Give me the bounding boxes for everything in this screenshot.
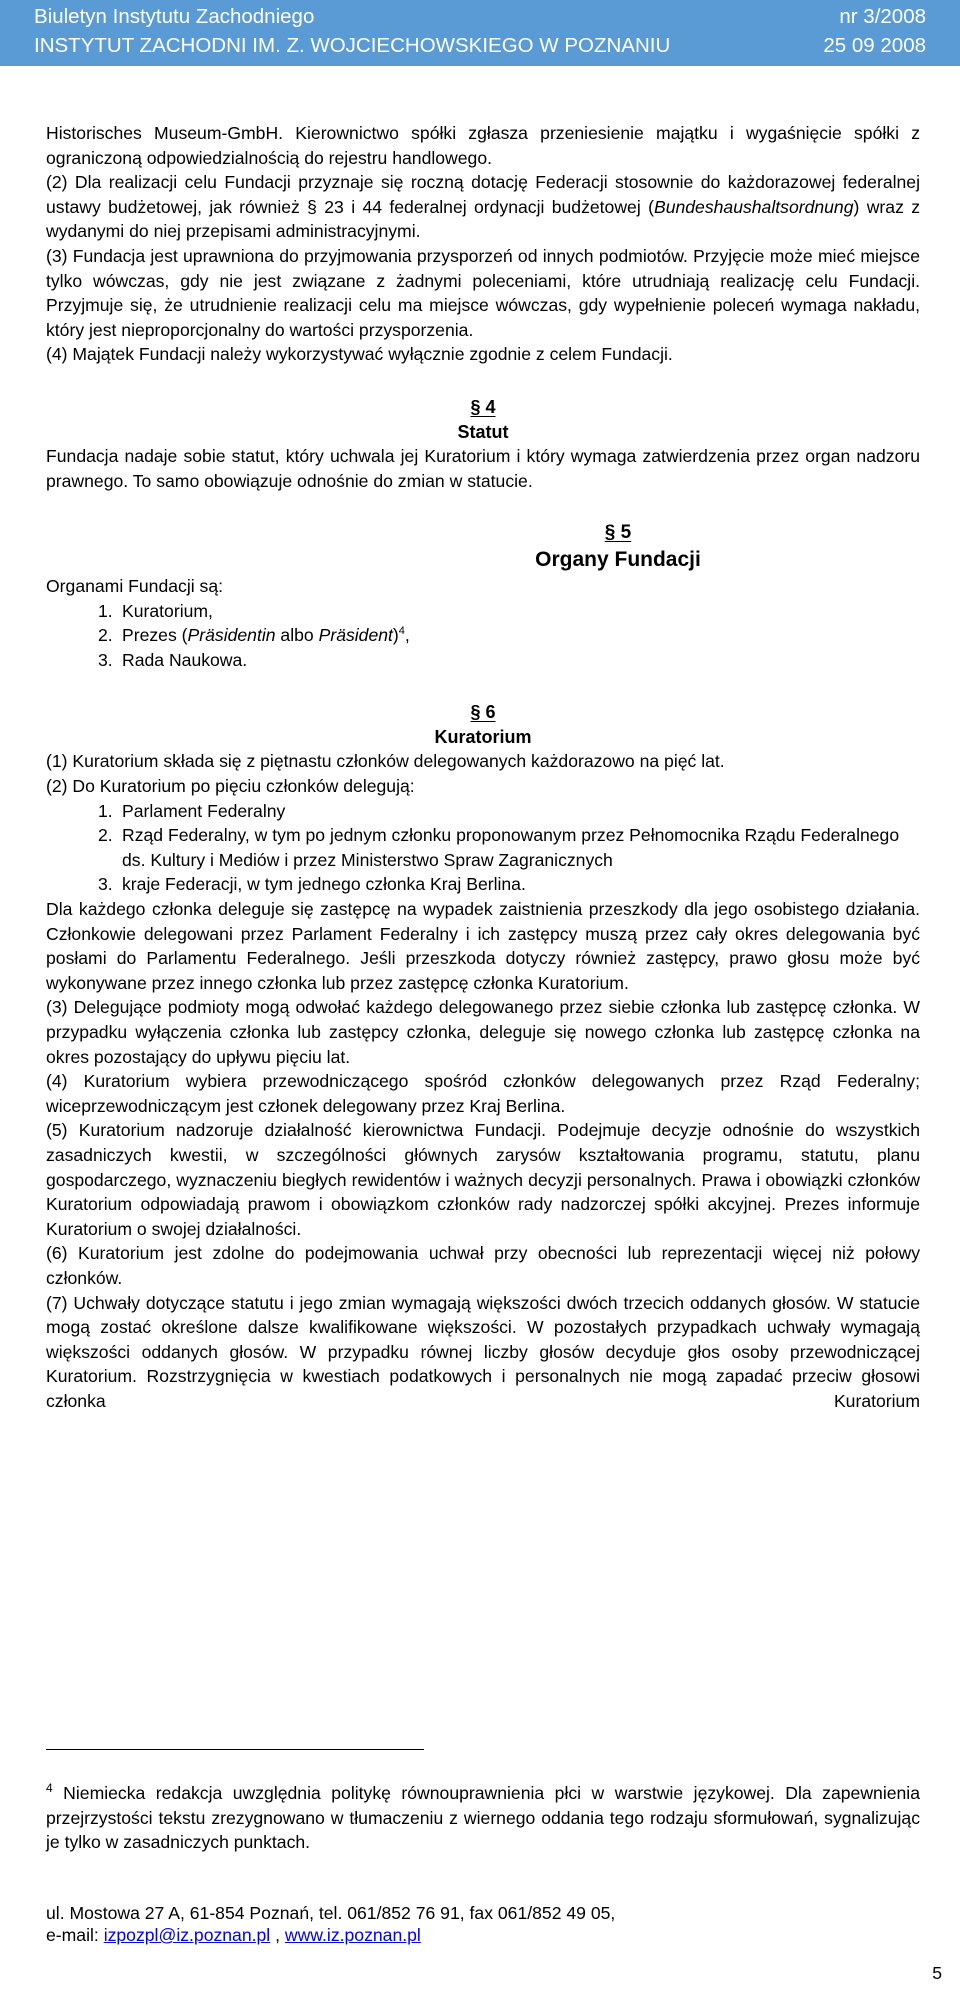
section-6-paragraph-7: (7) Uchwały dotyczące statutu i jego zmian wymagają większości dwóch trzecich oddanych głosów. W statucie mogą zostać określone dalsze kwalifikowane większości. W pozostałych przypadkach uchwały wymagają większości oddanych głosów. W przypadku równej liczby głosów decyduje głos osoby przewodniczącej Kuratorium. Rozstrzygnięcia w kwestiach podatkowych i personalnych nie mogą zapadać przeciw głosowi członka Kuratorium	[46, 1292, 920, 1411]
section-6-paragraph-1: (1) Kuratorium składa się z piętnastu członków delegowanych każdorazowo na pięć lat.	[46, 751, 725, 772]
delegates-list	[46, 799, 920, 897]
footer-contact: e-mail: izpozpl@iz.poznan.pl , www.iz.poznan.pl	[46, 1925, 421, 1945]
document-body	[46, 121, 920, 1414]
intro-paragraph-4: (4) Majątek Fundacji należy wykorzystywać wyłącznie zgodnie z celem Fundacji.	[46, 344, 673, 365]
section-5-title: Organy Fundacji	[535, 547, 701, 571]
footer-address: ul. Mostowa 27 A, 61-854 Poznań, tel. 061/852 76 91, fax 061/852 49 05,	[46, 1903, 616, 1923]
footnote	[46, 1781, 920, 1855]
section-6-paragraph-2-continued: Dla każdego członka deleguje się zastępcę na wypadek zaistnienia przeszkody dla jego osobistego działania. Członkowie delegowani przez Parlament Federalny i ich zastępcy muszą przez cały okres delegowania być posłami do Parlamentu Federalnego. Jeśli przeszkoda dotyczy również zastępcy, prawo głosu może być wykonywane przez innego członka lub przez zastępcę członka Kuratorium.	[46, 899, 920, 993]
section-4-text: Fundacja nadaje sobie statut, który uchwala jej Kuratorium i który wymaga zatwierdzenia przez organ nadzoru prawnego. To samo obowiązuje odnośnie do zmian w statucie.	[46, 446, 920, 491]
section-6-title: Kuratorium	[434, 726, 532, 747]
intro-paragraph-1: Historisches Museum-GmbH. Kierownictwo spółki zgłasza przeniesienie majątku i wygaśnięcie spółki z ograniczoną odpowiedzialnością do rejestru handlowego.	[46, 123, 920, 168]
list-item: 3. Rada Naukowa.	[98, 649, 248, 670]
footnote-mark: 4	[46, 1781, 53, 1796]
intro-paragraph-3: (3) Fundacja jest uprawniona do przyjmowania przysporzeń od innych podmiotów. Przyjęcie może mieć miejsce tylko wówczas, gdy nie jest związane z żadnymi poleceniami, które utrudniają realizację celu Fundacji. Przyjmuje się, że utrudnienie realizacji celu ma miejsce wówczas, gdy wypełnienie poleceń wymaga nakładu, który jest nieproporcjonalny do wartości przysporzenia.	[46, 245, 920, 340]
list-item: 1. Kuratorium,	[98, 600, 213, 621]
website-link[interactable]: www.iz.poznan.pl	[284, 1925, 421, 1945]
footnote-separator	[46, 1749, 424, 1750]
list-item: 3. kraje Federacji, w tym jednego członka Kraj Berlina.	[98, 874, 526, 895]
list-item: 1. Parlament Federalny	[98, 800, 286, 821]
footnote-ref[interactable]: 4	[398, 625, 405, 638]
header-line-1	[34, 4, 926, 30]
bulletin-title: Biuletyn Instytutu Zachodniego	[34, 5, 315, 28]
section-6-paragraph-4: (4) Kuratorium wybiera przewodniczącego spośród członków delegowanych przez Rząd Federalny; wiceprzewodniczącym jest członek delegowany przez Kraj Berlina.	[46, 1071, 920, 1116]
issue-date: 25 09 2008	[823, 34, 926, 57]
section-6-paragraph-2: (2) Do Kuratorium po pięciu członków delegują:	[46, 776, 415, 797]
section-6-paragraph-3: (3) Delegujące podmioty mogą odwołać każdego delegowanego przez siebie członka lub zastępcę członka. W przypadku wyłączenia członka lub zastępcy członka, deleguje się nowego członka lub zastępcę członka na okres pozostający do upływu pięciu lat.	[46, 997, 920, 1067]
issue-number: nr 3/2008	[839, 5, 926, 28]
organs-list	[46, 599, 920, 673]
section-5-sign: § 5	[604, 522, 632, 544]
section-4-title: Statut	[457, 421, 509, 442]
section-4-sign: § 4	[470, 396, 496, 417]
institute-name: INSTYTUT ZACHODNI IM. Z. WOJCIECHOWSKIEGO W POZNANIU	[34, 34, 671, 57]
page-number: 5	[932, 1963, 942, 1983]
section-5-lead: Organami Fundacji są:	[46, 575, 223, 596]
list-item: 2. Rząd Federalny, w tym po jednym członku proponowanym przez Pełnomocnika Rządu Federalnego ds. Kultury i Mediów i przez Ministerstwo Spraw Zagranicznych	[98, 825, 900, 870]
section-6-sign: § 6	[470, 702, 496, 723]
page-header-band	[0, 0, 960, 66]
list-item: 2. Prezes (Präsidentin albo Präsident)$^4$,	[98, 625, 410, 646]
section-6-paragraph-5: (5) Kuratorium nadzoruje działalność kierownictwa Fundacji. Podejmuje decyzje odnośnie do wszystkich zasadniczych kwestii, w szczególności głównych zarysów kształtowania programu, statutu, planu gospodarczego, wyznaczeniu biegłych rewidentów i ważnych decyzji personalnych. Prawa i obowiązki członków Kuratorium odpowiadają prawom i obowiązkom członków rady nadzorczej spółki akcyjnej. Prezes informuje Kuratorium o swojej działalności.	[46, 1120, 920, 1239]
section-6-paragraph-6: (6) Kuratorium jest zdolne do podejmowania uchwał przy obecności lub reprezentacji więcej niż połowy członków.	[46, 1243, 920, 1288]
header-line-2	[34, 33, 926, 59]
intro-paragraph-2: (2) Dla realizacji celu Fundacji przyznaje się roczną dotację Federacji stosownie do każdorazowej federalnej ustawy budżetowej, jak również § 23 i 44 federalnej ordynacji budżetowej (Bundeshaushaltsordnung) wraz z wydanymi do niej przepisami administracyjnymi.	[46, 172, 921, 242]
page-footer	[46, 1902, 920, 1946]
email-link[interactable]: izpozpl@iz.poznan.pl	[103, 1925, 271, 1945]
footnote-text: Niemiecka redakcja uwzględnia politykę równouprawnienia płci w warstwie językowej. Dla zapewnienia przejrzystości tekstu zrezygnowano w tłumaczeniu z wiernego oddania tego rodzaju sformułowań, sygnalizując je tylko w zasadniczych punktach.	[46, 1783, 920, 1853]
